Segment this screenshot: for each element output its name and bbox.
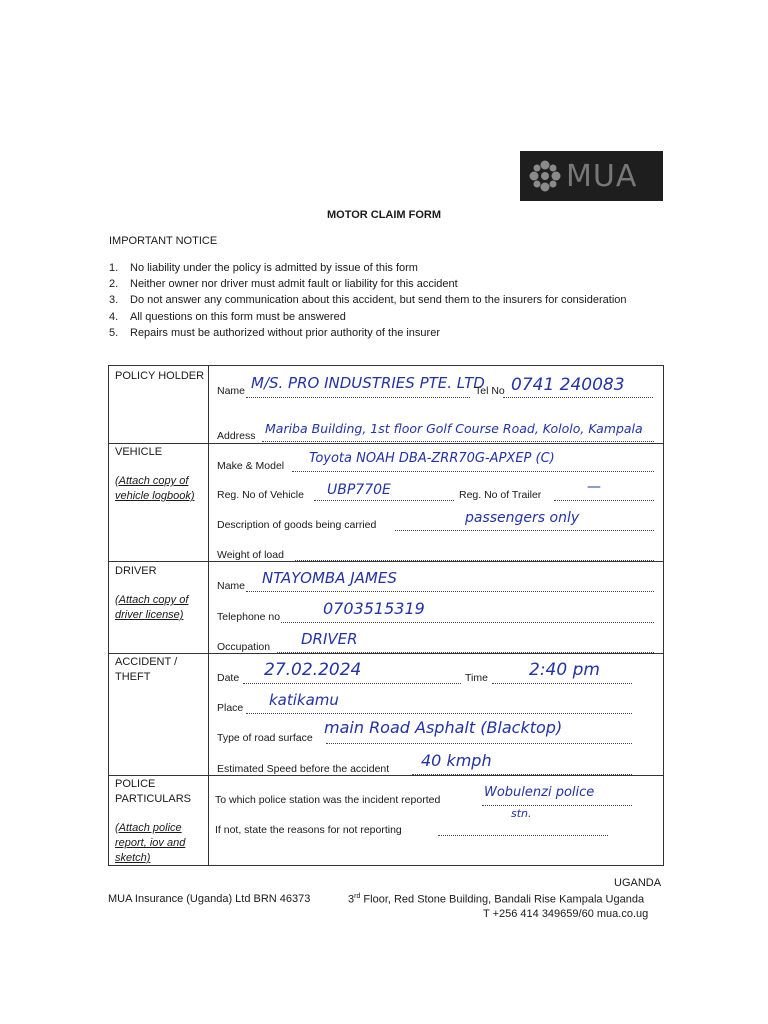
time-line [492,683,632,684]
section-driver: DRIVER (Attach copy of driver license) [115,565,189,621]
reg-vehicle-value: UBP770E [327,482,391,498]
date-line [243,683,461,684]
notice-list [109,260,669,341]
telephone-value: 0703515319 [323,599,425,618]
police-station-label: To which police station was the incident reported [215,794,441,806]
weight-label: Weight of load [217,549,284,561]
mua-logo [520,151,663,201]
section-accident: ACCIDENT / THEFT [115,656,178,683]
reg-trailer-value: — [587,479,601,495]
road-surface-label: Type of road surface [217,732,313,744]
occupation-label: Occupation [217,641,271,653]
address-line [262,441,654,442]
police-station-value-2: stn. [511,807,532,820]
reg-vehicle-label: Reg. No of Vehicle [217,489,304,501]
goods-value: passengers only [465,510,580,526]
row-divider [109,775,663,776]
make-model-line [292,471,654,472]
road-surface-line [326,743,632,744]
column-divider [208,366,209,865]
speed-value: 40 kmph [421,751,492,770]
driver-name-value: NTAYOMBA JAMES [262,569,397,587]
tel-label: Tel No [475,385,505,397]
claim-form-table [108,365,664,866]
notice-heading: IMPORTANT NOTICE [109,235,218,247]
police-station-value: Wobulenzi police [484,785,595,800]
make-model-value: Toyota NOAH DBA-ZRR70G-APXEP (C) [309,451,555,466]
tel-value: 0741 240083 [511,375,625,395]
section-policy-holder: POLICY HOLDER [115,370,205,382]
place-line [246,713,632,714]
form-title: MOTOR CLAIM FORM [326,209,442,221]
reg-vehicle-line [314,500,454,501]
date-label: Date [217,672,240,684]
address-label: Address [217,430,256,442]
mua-emblem-icon [528,159,562,193]
notice-item: 4. All questions on this form must be answered [109,310,346,323]
telephone-label: Telephone no [217,611,281,623]
make-model-label: Make & Model [217,460,285,472]
time-value: 2:40 pm [529,660,600,680]
footer-country: UGANDA [614,877,662,889]
occupation-line [277,652,654,653]
occupation-value: DRIVER [301,630,358,648]
driver-name-label: Name [217,580,246,592]
row-divider [109,653,663,654]
time-label: Time [465,672,488,684]
goods-line [395,530,654,531]
reg-trailer-label: Reg. No of Trailer [459,489,542,501]
section-vehicle: VEHICLE (Attach copy of vehicle logbook) [115,446,195,502]
footer-contact: T +256 414 349659/60 mua.co.ug [483,908,649,920]
telephone-line [281,622,654,623]
holder-name-value: M/S. PRO INDUSTRIES PTE. LTD [251,374,485,392]
notice-item: 3. Do not answer any communication about this accident, but send them to the insurers for consideration [109,294,627,307]
goods-label: Description of goods being carried [217,519,377,531]
police-station-line [482,805,632,806]
speed-line [412,774,632,775]
place-label: Place [217,702,244,714]
road-surface-value: main Road Asphalt (Blacktop) [324,718,563,737]
weight-line [295,560,654,561]
footer-address: 3rd Floor, Red Stone Building, Bandali Rise Kampala Uganda [348,893,645,906]
reg-trailer-line [554,500,654,501]
date-value: 27.02.2024 [264,660,362,680]
section-police: POLICE PARTICULARS (Attach police report, iov and sketch) [115,778,192,864]
no-report-label: If not, state the reasons for not reporting [215,824,402,836]
footer-company: MUA Insurance (Uganda) Ltd BRN 46373 [108,893,311,905]
notice-item: 5. Repairs must be authorized without prior authority of the insurer [109,326,440,339]
tel-line [503,397,653,398]
place-value: katikamu [269,691,339,709]
notice-item: 2. Neither owner nor driver must admit fault or liability for this accident [109,278,458,291]
name-label: Name [217,385,246,397]
holder-name-line [246,397,470,398]
no-report-line [438,835,608,836]
row-divider [109,443,663,444]
row-divider [109,561,663,562]
logo-text: MUA [566,158,638,194]
notice-item: 1. No liability under the policy is admitted by issue of this form [109,262,418,274]
address-value: Mariba Building, 1st floor Golf Course Road, Kololo, Kampala [265,421,643,436]
speed-label: Estimated Speed before the accident [217,763,390,775]
driver-name-line [246,591,654,592]
